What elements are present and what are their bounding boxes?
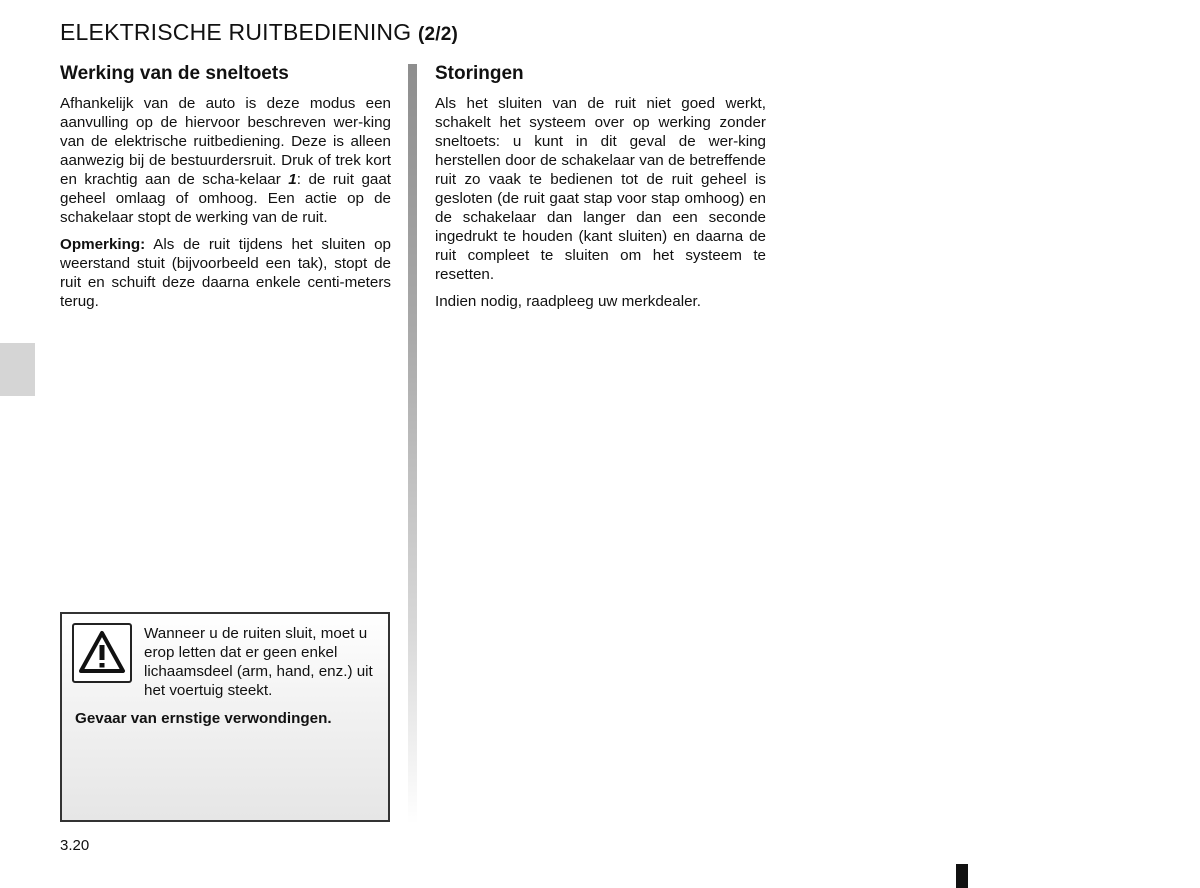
chapter-tab-marker (0, 343, 35, 396)
switch-reference-number: 1 (288, 171, 297, 188)
title-text: ELEKTRISCHE RUITBEDIENING (60, 19, 412, 45)
warning-triangle-icon (72, 623, 132, 683)
note-label: Opmerking: (60, 236, 146, 253)
right-paragraph-2: Indien nodig, raadpleeg uw merkdealer. (435, 293, 701, 310)
left-paragraph-1 (60, 94, 391, 227)
left-column (60, 62, 391, 311)
title-page-indicator: (2/2) (417, 24, 459, 45)
left-section-heading: Werking van de sneltoets (60, 63, 289, 84)
warning-emphasis: Gevaar van ernstige verwondingen. (75, 710, 332, 727)
left-paragraph-1-text-a: Afhankelijk van de auto is deze modus een aanvulling op de hiervoor beschreven wer-king van de elektrische ruitbediening. Deze is alleen aanwezig bij de bestuurdersruit. Druk of trek kort en krachtig aan de scha-kelaar (60, 95, 391, 188)
warning-box (60, 612, 390, 822)
page-corner-mark (956, 864, 968, 888)
left-note-paragraph (60, 235, 391, 311)
column-divider (408, 64, 417, 824)
note-text: Als de ruit tijdens het sluiten op weerstand stuit (bijvoorbeeld een tak), stopt de ruit en schuift deze daarna enkele centi-meters terug. (60, 236, 391, 310)
page-title (60, 19, 458, 46)
left-paragraph-1-text-b: : de ruit gaat geheel omlaag of omhoog. Een actie op de schakelaar stopt de werking van de ruit. (60, 171, 392, 226)
warning-text: Wanneer u de ruiten sluit, moet u erop letten dat er geen enkel lichaamsdeel (arm, hand, enz.) uit het voertuig steekt. (144, 625, 373, 699)
right-column (435, 62, 766, 311)
right-section-heading: Storingen (435, 63, 524, 84)
right-paragraph-1: Als het sluiten van de ruit niet goed werkt, schakelt het systeem over op werking zonder sneltoets: u kunt in dit geval de wer-king herstellen door de schakelaar van de betreffende ruit zo vaak te bedienen tot de ruit geheel is gesloten (de ruit gaat stap voor stap omhoog) en de schakelaar dan langer dan een seconde ingedrukt te houden (kant sluiten) en daarna de ruit compleet te sluiten om het systeem te resetten. (435, 95, 766, 283)
page-number: 3.20 (60, 837, 90, 854)
